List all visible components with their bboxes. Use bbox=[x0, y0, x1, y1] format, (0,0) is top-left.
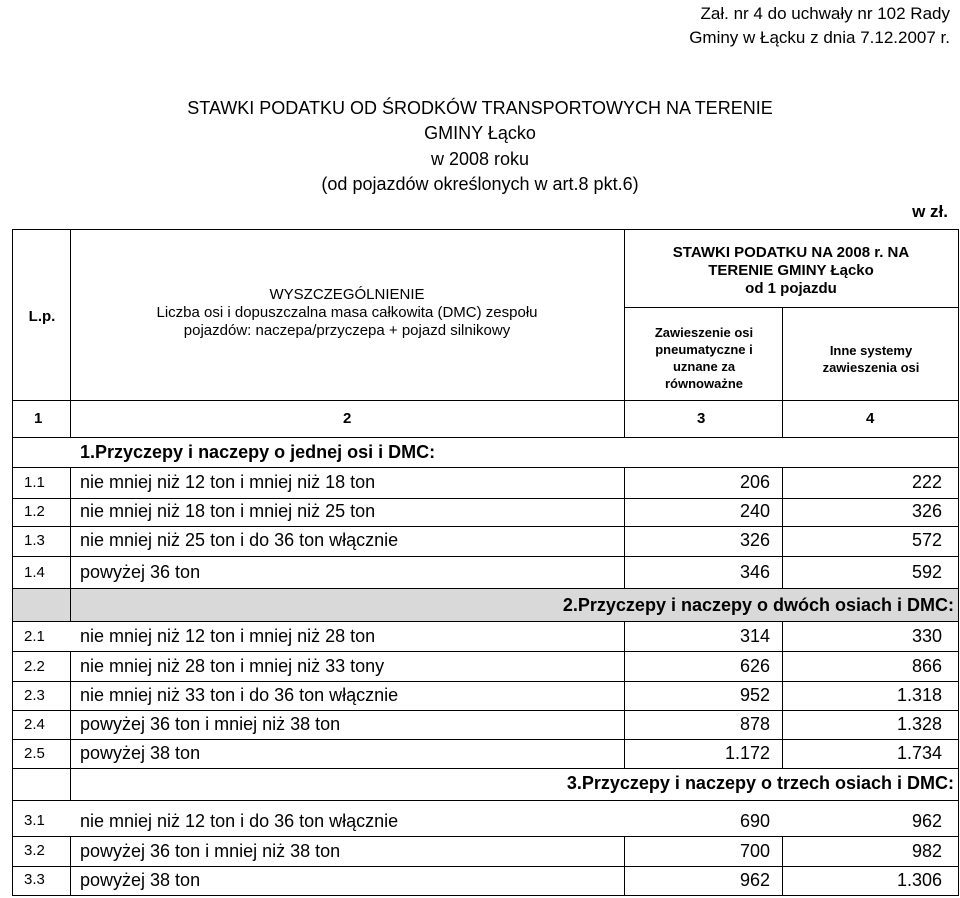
rates-header bbox=[626, 244, 956, 298]
description-header-line-1: WYSZCZEGÓLNIENIE bbox=[269, 286, 425, 303]
title-line-2: GMINY Łącko bbox=[424, 123, 536, 143]
description-header bbox=[72, 286, 622, 340]
column-number-1: 1 bbox=[34, 410, 43, 427]
column-number-3: 3 bbox=[697, 410, 706, 427]
title-line-3: w 2008 roku bbox=[430, 149, 530, 169]
row-description: powyżej 36 ton i mniej niż 38 ton bbox=[80, 714, 341, 734]
row-description: nie mniej niż 18 ton i mniej niż 25 ton bbox=[80, 501, 376, 521]
row-lp: 1.1 bbox=[24, 474, 45, 491]
rates-header-line-1: STAWKI PODATKU NA 2008 r. NA bbox=[672, 244, 910, 261]
row-description: powyżej 36 ton bbox=[80, 562, 201, 582]
pneumatic-suspension-header bbox=[626, 324, 782, 392]
row-value-pneumatic: 346 bbox=[739, 562, 770, 582]
row-description: nie mniej niż 25 ton i do 36 ton włącznie bbox=[80, 530, 399, 550]
row-value-other: 1.328 bbox=[896, 714, 942, 734]
annex-line-1: Zał. nr 4 do uchwały nr 102 Rady bbox=[700, 4, 950, 23]
row-value-other: 592 bbox=[911, 562, 942, 582]
row-lp: 2.4 bbox=[24, 716, 45, 733]
row-value-pneumatic: 878 bbox=[739, 714, 770, 734]
row-description: powyżej 38 ton bbox=[80, 743, 201, 763]
row-description: nie mniej niż 12 ton i do 36 ton włącznie bbox=[80, 811, 399, 831]
unit-label: w zł. bbox=[912, 202, 948, 221]
row-value-other: 1.306 bbox=[896, 870, 942, 890]
row-value-other: 866 bbox=[911, 656, 942, 676]
annex-note bbox=[600, 2, 950, 50]
annex-line-2: Gminy w Łącku z dnia 7.12.2007 r. bbox=[689, 28, 950, 47]
col3-header-line-4: równoważne bbox=[664, 376, 743, 391]
row-description: nie mniej niż 28 ton i mniej niż 33 tony bbox=[80, 656, 385, 676]
col3-header-line-2: pneumatyczne i bbox=[655, 342, 753, 357]
row-value-other: 326 bbox=[911, 501, 942, 521]
row-value-other: 982 bbox=[911, 841, 942, 861]
row-value-pneumatic: 326 bbox=[739, 530, 770, 550]
col4-header-line-2: zawieszenia osi bbox=[822, 360, 920, 375]
rates-header-line-2: TERENIE GMINY Łącko bbox=[708, 262, 874, 279]
row-lp: 3.2 bbox=[24, 842, 45, 859]
description-header-line-2: Liczba osi i dopuszczalna masa całkowita (DMC) zespołu bbox=[156, 304, 538, 321]
row-lp: 1.3 bbox=[24, 532, 45, 549]
row-value-other: 1.734 bbox=[896, 743, 942, 763]
section-title: 1.Przyczepy i naczepy o jednej osi i DMC: bbox=[80, 442, 436, 462]
row-value-pneumatic: 1.172 bbox=[724, 743, 770, 763]
description-header-line-3: pojazdów: naczepa/przyczepa + pojazd silnikowy bbox=[183, 322, 511, 339]
row-value-pneumatic: 962 bbox=[739, 870, 770, 890]
col3-header-line-1: Zawieszenie osi bbox=[654, 325, 754, 340]
row-value-pneumatic: 700 bbox=[739, 841, 770, 861]
other-suspension-header bbox=[784, 342, 958, 376]
row-description: nie mniej niż 12 ton i mniej niż 18 ton bbox=[80, 472, 376, 492]
row-description: nie mniej niż 33 ton i do 36 ton włącznie bbox=[80, 685, 399, 705]
lp-header: L.p. bbox=[28, 308, 56, 325]
column-number-2: 2 bbox=[343, 410, 352, 427]
row-value-pneumatic: 690 bbox=[739, 811, 770, 831]
rates-header-line-3: od 1 pojazdu bbox=[745, 280, 837, 297]
row-lp: 2.2 bbox=[24, 658, 45, 675]
row-description: nie mniej niż 12 ton i mniej niż 28 ton bbox=[80, 626, 376, 646]
section-title: 3.Przyczepy i naczepy o trzech osiach i DMC: bbox=[566, 773, 954, 793]
row-lp: 3.3 bbox=[24, 871, 45, 888]
row-description: powyżej 36 ton i mniej niż 38 ton bbox=[80, 841, 341, 861]
row-value-other: 330 bbox=[911, 626, 942, 646]
row-lp: 2.3 bbox=[24, 687, 45, 704]
row-value-other: 222 bbox=[911, 472, 942, 492]
row-value-other: 1.318 bbox=[896, 685, 942, 705]
col3-header-line-3: uznane za bbox=[672, 359, 736, 374]
row-value-pneumatic: 240 bbox=[739, 501, 770, 521]
row-lp: 3.1 bbox=[24, 812, 45, 829]
row-lp: 1.2 bbox=[24, 503, 45, 520]
row-description: powyżej 38 ton bbox=[80, 870, 201, 890]
row-value-pneumatic: 626 bbox=[739, 656, 770, 676]
row-value-other: 572 bbox=[911, 530, 942, 550]
row-lp: 1.4 bbox=[24, 564, 45, 581]
row-value-pneumatic: 206 bbox=[739, 472, 770, 492]
row-lp: 2.1 bbox=[24, 628, 45, 645]
col4-header-line-1: Inne systemy bbox=[829, 343, 913, 358]
row-value-pneumatic: 952 bbox=[739, 685, 770, 705]
title-line-1: STAWKI PODATKU OD ŚRODKÓW TRANSPORTOWYCH NA TERENIE bbox=[187, 98, 773, 118]
row-value-pneumatic: 314 bbox=[739, 626, 770, 646]
row-lp: 2.5 bbox=[24, 745, 45, 762]
column-number-4: 4 bbox=[866, 410, 875, 427]
section-title: 2.Przyczepy i naczepy o dwóch osiach i DMC: bbox=[562, 595, 954, 615]
title-line-4: (od pojazdów określonych w art.8 pkt.6) bbox=[321, 174, 639, 194]
row-value-other: 962 bbox=[911, 811, 942, 831]
